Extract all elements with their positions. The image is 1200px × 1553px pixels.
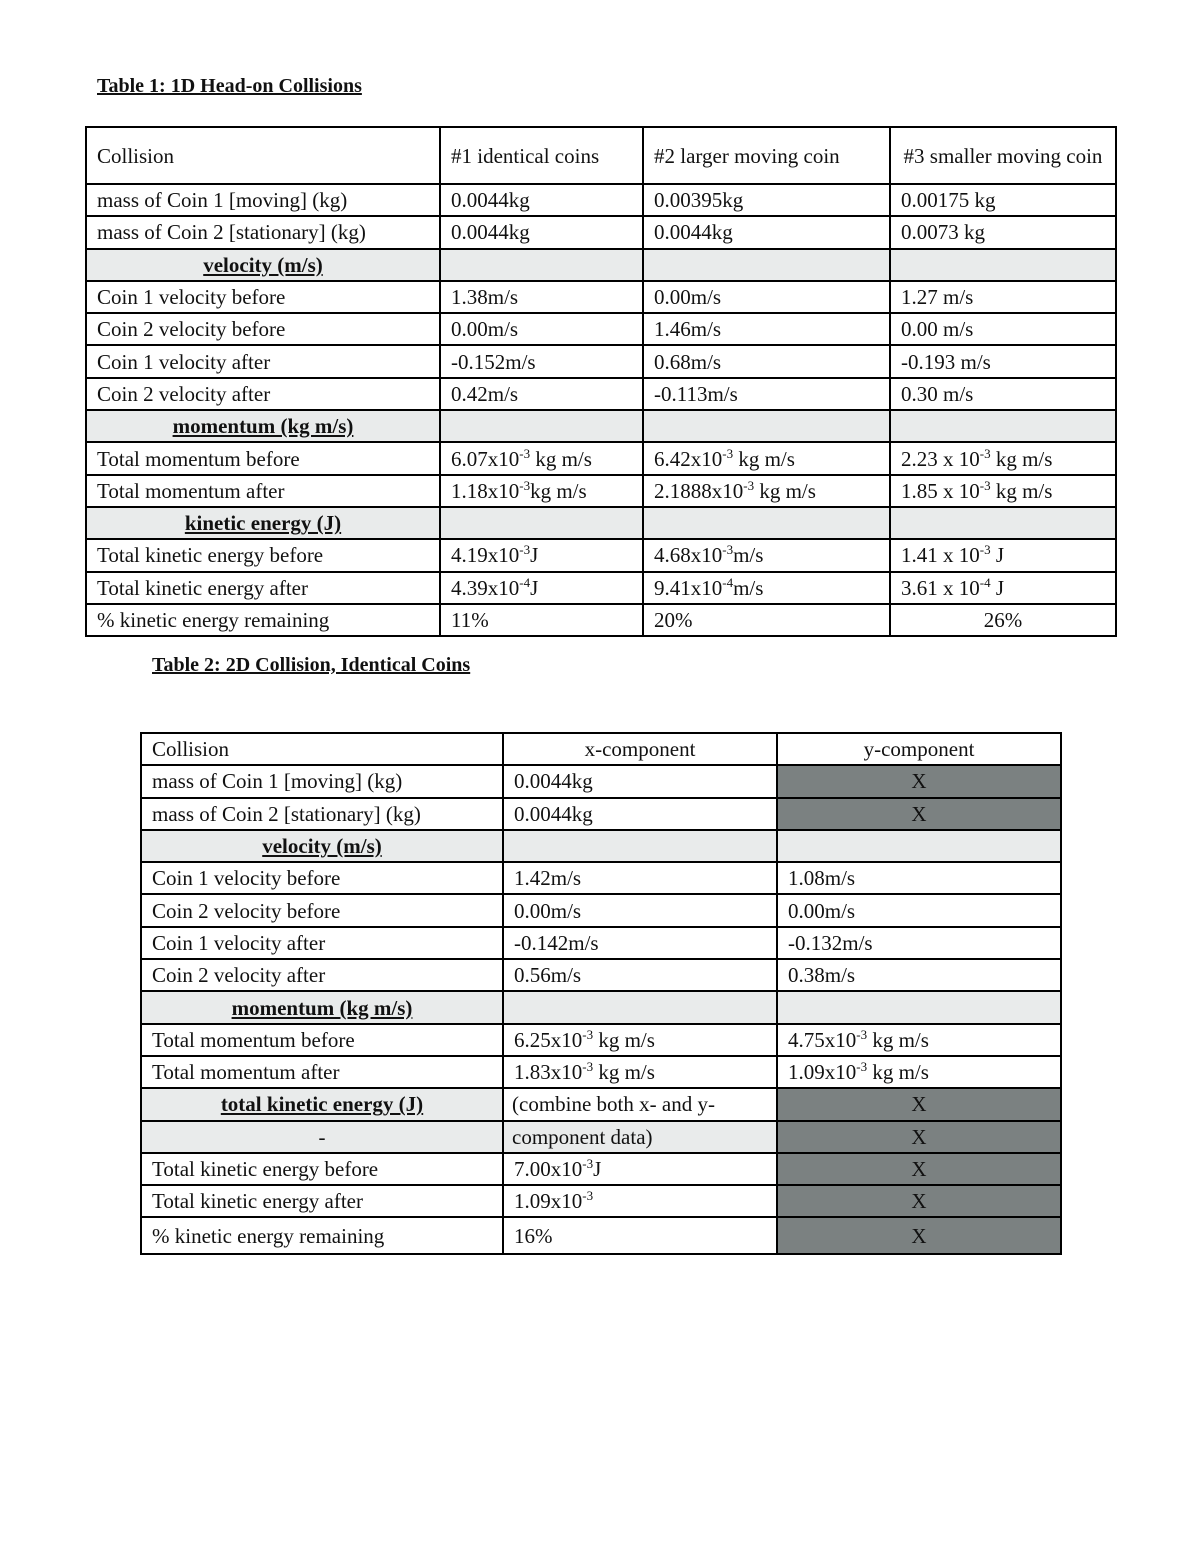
header-collision: Collision bbox=[86, 127, 440, 184]
cell bbox=[890, 249, 1116, 281]
row-label: Total kinetic energy after bbox=[141, 1185, 503, 1217]
section-velocity: velocity (m/s) bbox=[141, 830, 503, 862]
table-1d-collisions bbox=[85, 126, 1117, 637]
row-label: Coin 2 velocity before bbox=[86, 313, 440, 345]
section-momentum: momentum (kg m/s) bbox=[86, 410, 440, 442]
cell: 0.0073 kg bbox=[890, 216, 1116, 248]
table-row bbox=[141, 798, 1061, 830]
cell: 1.42m/s bbox=[503, 862, 777, 894]
cell: 0.00m/s bbox=[777, 894, 1061, 926]
cell: 0.0044kg bbox=[643, 216, 890, 248]
cell: 20% bbox=[643, 604, 890, 636]
cell bbox=[777, 830, 1061, 862]
cell: 1.27 m/s bbox=[890, 281, 1116, 313]
na-cell: X bbox=[777, 1185, 1061, 1217]
header-y-component: y-component bbox=[777, 733, 1061, 765]
row-label: % kinetic energy remaining bbox=[86, 604, 440, 636]
table-2d-collision bbox=[140, 732, 1062, 1255]
cell: 2.23 x $10^{-3}$ kg m/s bbox=[890, 442, 1116, 474]
cell: 3.61 x $10^{-4}$ J bbox=[890, 572, 1116, 604]
cell: $6.25x10^{-3}$ kg m/s bbox=[503, 1024, 777, 1056]
row-label: Coin 1 velocity after bbox=[86, 345, 440, 377]
cell: 1.41 x $10^{-3}$ J bbox=[890, 539, 1116, 571]
cell bbox=[777, 991, 1061, 1023]
cell: 1.08m/s bbox=[777, 862, 1061, 894]
cell: $2.1888x10^{-3}$ kg m/s bbox=[643, 475, 890, 507]
section-dash: - bbox=[141, 1121, 503, 1153]
cell: $4.68x10^{-3}m/s$ bbox=[643, 539, 890, 571]
header-larger-moving-coin: #2 larger moving coin bbox=[643, 127, 890, 184]
cell: 26% bbox=[890, 604, 1116, 636]
cell: 1.38m/s bbox=[440, 281, 643, 313]
table-row bbox=[86, 475, 1116, 507]
table1-title: Table 1: 1D Head-on Collisions bbox=[97, 75, 362, 97]
table-row bbox=[86, 216, 1116, 248]
na-cell: X bbox=[777, 1121, 1061, 1153]
row-label: Coin 1 velocity before bbox=[141, 862, 503, 894]
table-row bbox=[86, 539, 1116, 571]
na-cell: X bbox=[777, 1153, 1061, 1185]
table-row bbox=[141, 1153, 1061, 1185]
section-kinetic-energy: kinetic energy (J) bbox=[86, 507, 440, 539]
table-row bbox=[141, 894, 1061, 926]
row-label: mass of Coin 1 [moving] (kg) bbox=[141, 765, 503, 797]
cell bbox=[440, 507, 643, 539]
section-row bbox=[86, 410, 1116, 442]
cell: $9.41x10^{-4}m/s$ bbox=[643, 572, 890, 604]
header-collision: Collision bbox=[141, 733, 503, 765]
cell bbox=[440, 410, 643, 442]
cell: 1.46m/s bbox=[643, 313, 890, 345]
table-row bbox=[141, 1024, 1061, 1056]
section-row bbox=[141, 1121, 1061, 1153]
row-label: Total kinetic energy before bbox=[86, 539, 440, 571]
cell bbox=[440, 249, 643, 281]
cell: -0.142m/s bbox=[503, 927, 777, 959]
table-row bbox=[141, 1217, 1061, 1254]
row-label: Total kinetic energy after bbox=[86, 572, 440, 604]
header-x-component: x-component bbox=[503, 733, 777, 765]
cell bbox=[643, 410, 890, 442]
cell: 11% bbox=[440, 604, 643, 636]
section-row bbox=[141, 991, 1061, 1023]
table-row bbox=[141, 927, 1061, 959]
table-row bbox=[141, 1185, 1061, 1217]
cell: 1.85 x $10^{-3}$ kg m/s bbox=[890, 475, 1116, 507]
table-row bbox=[86, 345, 1116, 377]
cell bbox=[643, 507, 890, 539]
cell: 0.00395kg bbox=[643, 184, 890, 216]
cell bbox=[503, 830, 777, 862]
na-cell: X bbox=[777, 798, 1061, 830]
cell: $4.39x10^{-4}J$ bbox=[440, 572, 643, 604]
row-label: Coin 2 velocity after bbox=[141, 959, 503, 991]
row-label: Coin 1 velocity before bbox=[86, 281, 440, 313]
na-cell: X bbox=[777, 1217, 1061, 1254]
cell: -0.193 m/s bbox=[890, 345, 1116, 377]
header-smaller-moving-coin: #3 smaller moving coin bbox=[890, 127, 1116, 184]
row-label: Coin 2 velocity before bbox=[141, 894, 503, 926]
cell: 0.56m/s bbox=[503, 959, 777, 991]
table-row bbox=[86, 378, 1116, 410]
row-label: mass of Coin 1 [moving] (kg) bbox=[86, 184, 440, 216]
cell: 0.00m/s bbox=[503, 894, 777, 926]
table-row bbox=[86, 572, 1116, 604]
cell: 0.00m/s bbox=[643, 281, 890, 313]
row-label: mass of Coin 2 [stationary] (kg) bbox=[141, 798, 503, 830]
cell: 0.00m/s bbox=[440, 313, 643, 345]
table-header-row bbox=[86, 127, 1116, 184]
table-row bbox=[141, 765, 1061, 797]
table2-title: Table 2: 2D Collision, Identical Coins bbox=[152, 654, 471, 676]
section-total-kinetic-energy: total kinetic energy (J) bbox=[141, 1088, 503, 1120]
cell bbox=[890, 410, 1116, 442]
cell: 0.0044kg bbox=[503, 765, 777, 797]
na-cell: X bbox=[777, 765, 1061, 797]
cell: 0.30 m/s bbox=[890, 378, 1116, 410]
cell: 0.00 m/s bbox=[890, 313, 1116, 345]
cell bbox=[643, 249, 890, 281]
cell: 0.68m/s bbox=[643, 345, 890, 377]
cell: 0.00175 kg bbox=[890, 184, 1116, 216]
na-cell: X bbox=[777, 1088, 1061, 1120]
row-label: Total momentum before bbox=[86, 442, 440, 474]
cell: $1.09x10^{-3}$ bbox=[503, 1185, 777, 1217]
cell: $6.42x10^{-3}$ kg m/s bbox=[643, 442, 890, 474]
cell: 16% bbox=[503, 1217, 777, 1254]
cell: $1.18x10^{-3}kg$ m/s bbox=[440, 475, 643, 507]
table-row bbox=[86, 281, 1116, 313]
row-label: Total kinetic energy before bbox=[141, 1153, 503, 1185]
cell: 0.0044kg bbox=[440, 216, 643, 248]
row-label: Total momentum after bbox=[141, 1056, 503, 1088]
section-row bbox=[86, 507, 1116, 539]
table-row bbox=[141, 1056, 1061, 1088]
table-header-row bbox=[141, 733, 1061, 765]
cell: $7.00x10^{-3}J$ bbox=[503, 1153, 777, 1185]
table-row bbox=[141, 862, 1061, 894]
row-label: Coin 1 velocity after bbox=[141, 927, 503, 959]
cell: 0.0044kg bbox=[503, 798, 777, 830]
cell bbox=[890, 507, 1116, 539]
table-row bbox=[86, 313, 1116, 345]
energy-note-line2: component data) bbox=[503, 1121, 777, 1153]
table-row bbox=[86, 184, 1116, 216]
cell: $4.75x10^{-3}$ kg m/s bbox=[777, 1024, 1061, 1056]
cell: $1.09x10^{-3}$ kg m/s bbox=[777, 1056, 1061, 1088]
cell: -0.152m/s bbox=[440, 345, 643, 377]
section-row bbox=[86, 249, 1116, 281]
row-label: Total momentum after bbox=[86, 475, 440, 507]
row-label: Coin 2 velocity after bbox=[86, 378, 440, 410]
section-momentum: momentum (kg m/s) bbox=[141, 991, 503, 1023]
cell: -0.113m/s bbox=[643, 378, 890, 410]
header-identical-coins: #1 identical coins bbox=[440, 127, 643, 184]
cell: $1.83x10^{-3}$ kg m/s bbox=[503, 1056, 777, 1088]
cell: $6.07x10^{-3}$ kg m/s bbox=[440, 442, 643, 474]
energy-note-line1: (combine both x- and y- bbox=[503, 1088, 777, 1120]
cell: -0.132m/s bbox=[777, 927, 1061, 959]
row-label: mass of Coin 2 [stationary] (kg) bbox=[86, 216, 440, 248]
cell: 0.38m/s bbox=[777, 959, 1061, 991]
row-label: % kinetic energy remaining bbox=[141, 1217, 503, 1254]
cell: $4.19x10^{-3}J$ bbox=[440, 539, 643, 571]
table-row bbox=[86, 442, 1116, 474]
table-row bbox=[86, 604, 1116, 636]
section-row bbox=[141, 1088, 1061, 1120]
section-row bbox=[141, 830, 1061, 862]
cell: 0.0044kg bbox=[440, 184, 643, 216]
section-velocity: velocity (m/s) bbox=[86, 249, 440, 281]
row-label: Total momentum before bbox=[141, 1024, 503, 1056]
table-row bbox=[141, 959, 1061, 991]
cell bbox=[503, 991, 777, 1023]
cell: 0.42m/s bbox=[440, 378, 643, 410]
